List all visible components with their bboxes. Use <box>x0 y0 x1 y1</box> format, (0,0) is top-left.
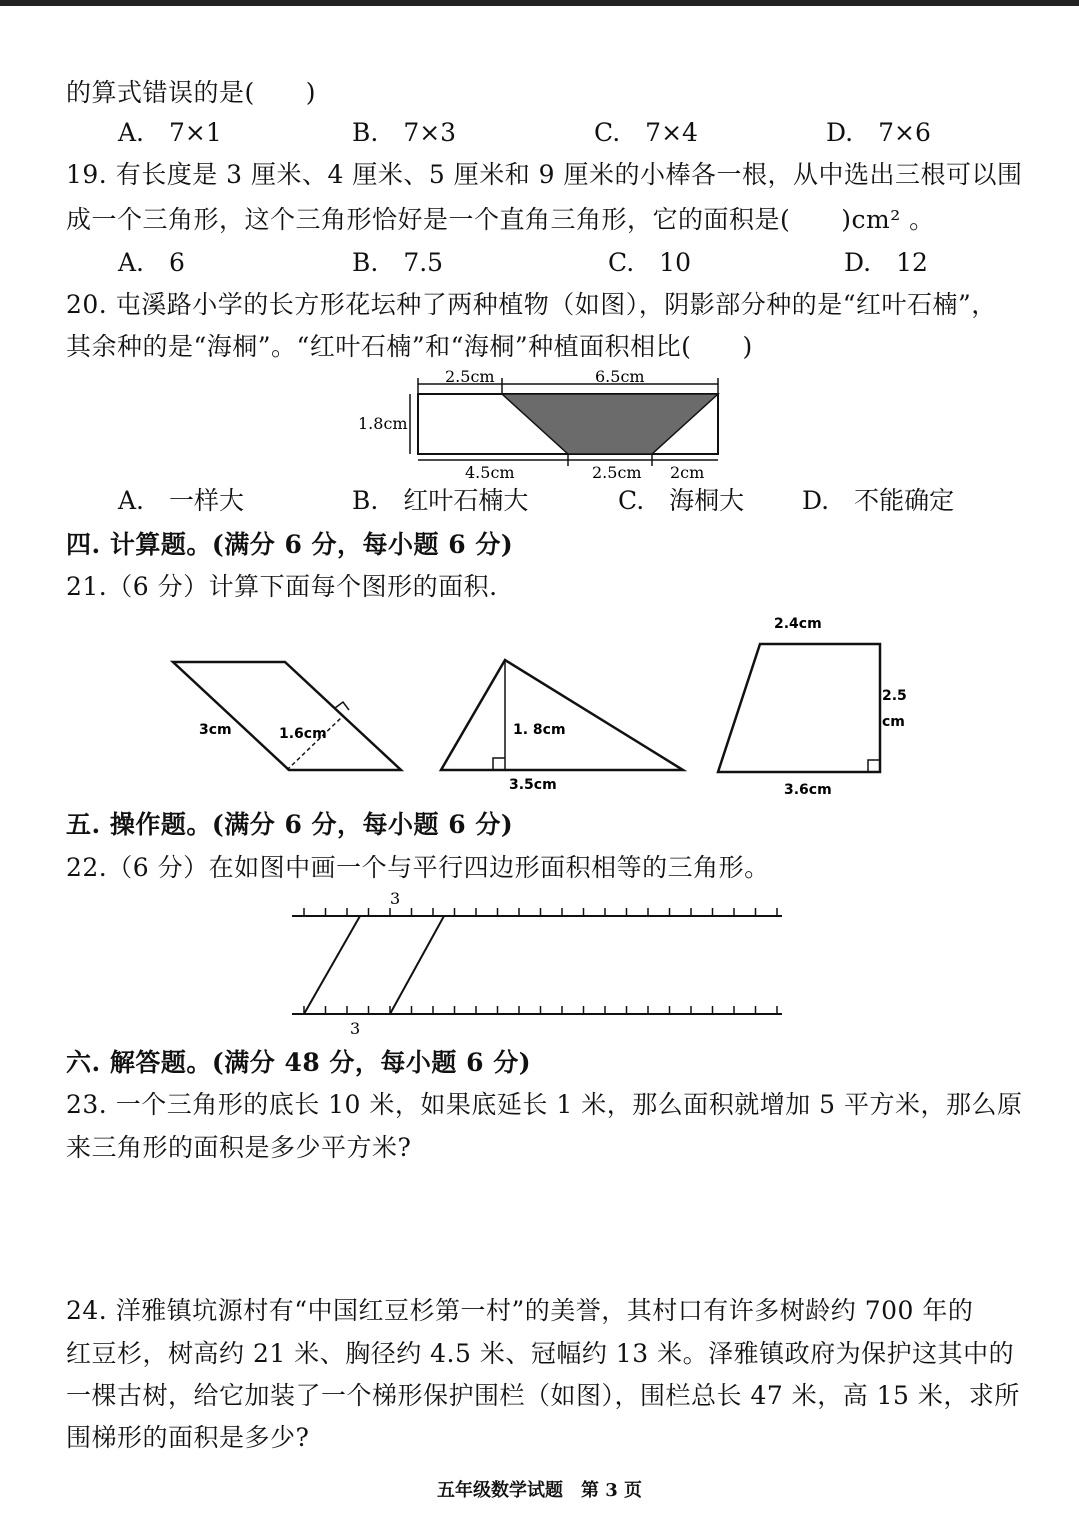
top-segment-label: 3 <box>390 889 401 908</box>
q21-text: 21.（6 分）计算下面每个图形的面积. <box>66 572 498 601</box>
triangle-height-label: 1. 8cm <box>513 722 566 738</box>
top-border <box>0 0 1079 6</box>
q18-stem-tail: 的算式错误的是( ) <box>66 78 317 107</box>
q20-option-d: D. 不能确定 <box>802 486 955 515</box>
dim-top-left: 2.5cm <box>445 367 495 386</box>
q21-triangle-figure <box>435 652 690 794</box>
q24-line-4: 围梯形的面积是多少? <box>66 1423 310 1452</box>
trapezoid-height-label-a: 2.5 <box>882 688 907 704</box>
q20-line-2: 其余种的是“海桐”。“红叶石楠”和“海桐”种植面积相比( ) <box>66 332 753 361</box>
parallelogram-on-grid <box>304 916 444 1014</box>
q20-option-a: A. 一样大 <box>118 486 245 515</box>
q21-trapezoid-figure <box>710 608 920 804</box>
q20-option-c: C. 海桐大 <box>618 486 745 515</box>
parallelogram-side-label: 3cm <box>199 722 232 738</box>
dim-bottom-mid: 2.5cm <box>592 463 642 482</box>
q20-flowerbed-figure <box>350 362 730 482</box>
section-5-heading: 五. 操作题。(满分 6 分，每小题 6 分) <box>66 810 514 839</box>
trapezoid-top-label: 2.4cm <box>774 616 822 632</box>
q23-line-2: 来三角形的面积是多少平方米? <box>66 1133 412 1162</box>
q19-option-d: D. 12 <box>844 248 928 277</box>
page-footer: 五年级数学试题 第 3 页 <box>436 1480 643 1501</box>
trapezoid-height-label-b: cm <box>882 714 905 730</box>
q24-line-2: 红豆杉，树高约 21 米、胸径约 4.5 米、冠幅约 13 米。泽雅镇政府为保护这其中的 <box>66 1339 1015 1368</box>
q23-line-1: 23. 一个三角形的底长 10 米，如果底延长 1 米，那么面积就增加 5 平方米，那么原 <box>66 1090 1023 1119</box>
q18-option-c: C. 7×4 <box>594 118 698 147</box>
bottom-line-ticks <box>304 1006 777 1014</box>
bottom-segment-label: 3 <box>350 1019 361 1038</box>
q18-option-b: B. 7×3 <box>352 118 457 147</box>
shaded-trapezoid <box>502 394 718 454</box>
q19-option-c: C. 10 <box>608 248 691 277</box>
dim-bottom-left: 4.5cm <box>465 463 515 482</box>
q24-line-1: 24. 洋雅镇坑源村有“中国红豆杉第一村”的美誉，其村口有许多树龄约 700 年的 <box>66 1296 974 1325</box>
q19-line-1: 19. 有长度是 3 厘米、4 厘米、5 厘米和 9 厘米的小棒各一根，从中选出三根可以围 <box>66 160 1023 189</box>
q22-text: 22.（6 分）在如图中画一个与平行四边形面积相等的三角形。 <box>66 853 770 882</box>
triangle-base-label: 3.5cm <box>509 777 557 793</box>
q19-line-2: 成一个三角形，这个三角形恰好是一个直角三角形，它的面积是( )cm² 。 <box>66 205 935 234</box>
q19-option-b: B. 7.5 <box>352 248 444 277</box>
dim-height: 1.8cm <box>358 414 408 433</box>
q22-grid-figure <box>290 884 790 1038</box>
q19-option-a: A. 6 <box>118 248 185 277</box>
dim-top-right: 6.5cm <box>595 367 645 386</box>
dim-bottom-right: 2cm <box>670 463 705 482</box>
trapezoid-bottom-label: 3.6cm <box>784 782 832 798</box>
q24-line-3: 一棵古树，给它加装了一个梯形保护围栏（如图），围栏总长 47 米，高 15 米，求所 <box>66 1381 1020 1410</box>
section-4-heading: 四. 计算题。(满分 6 分，每小题 6 分) <box>66 530 514 559</box>
q18-option-d: D. 7×6 <box>826 118 931 147</box>
top-line-ticks <box>304 908 777 916</box>
q18-option-a: A. 7×1 <box>118 118 222 147</box>
parallelogram-height-label: 1.6cm <box>279 726 327 742</box>
section-6-heading: 六. 解答题。(满分 48 分，每小题 6 分) <box>66 1048 532 1077</box>
q20-line-1: 20. 屯溪路小学的长方形花坛种了两种植物（如图），阴影部分种的是“红叶石楠”， <box>66 290 997 319</box>
q21-parallelogram-figure <box>165 650 410 780</box>
q20-option-b: B. 红叶石楠大 <box>352 486 529 515</box>
